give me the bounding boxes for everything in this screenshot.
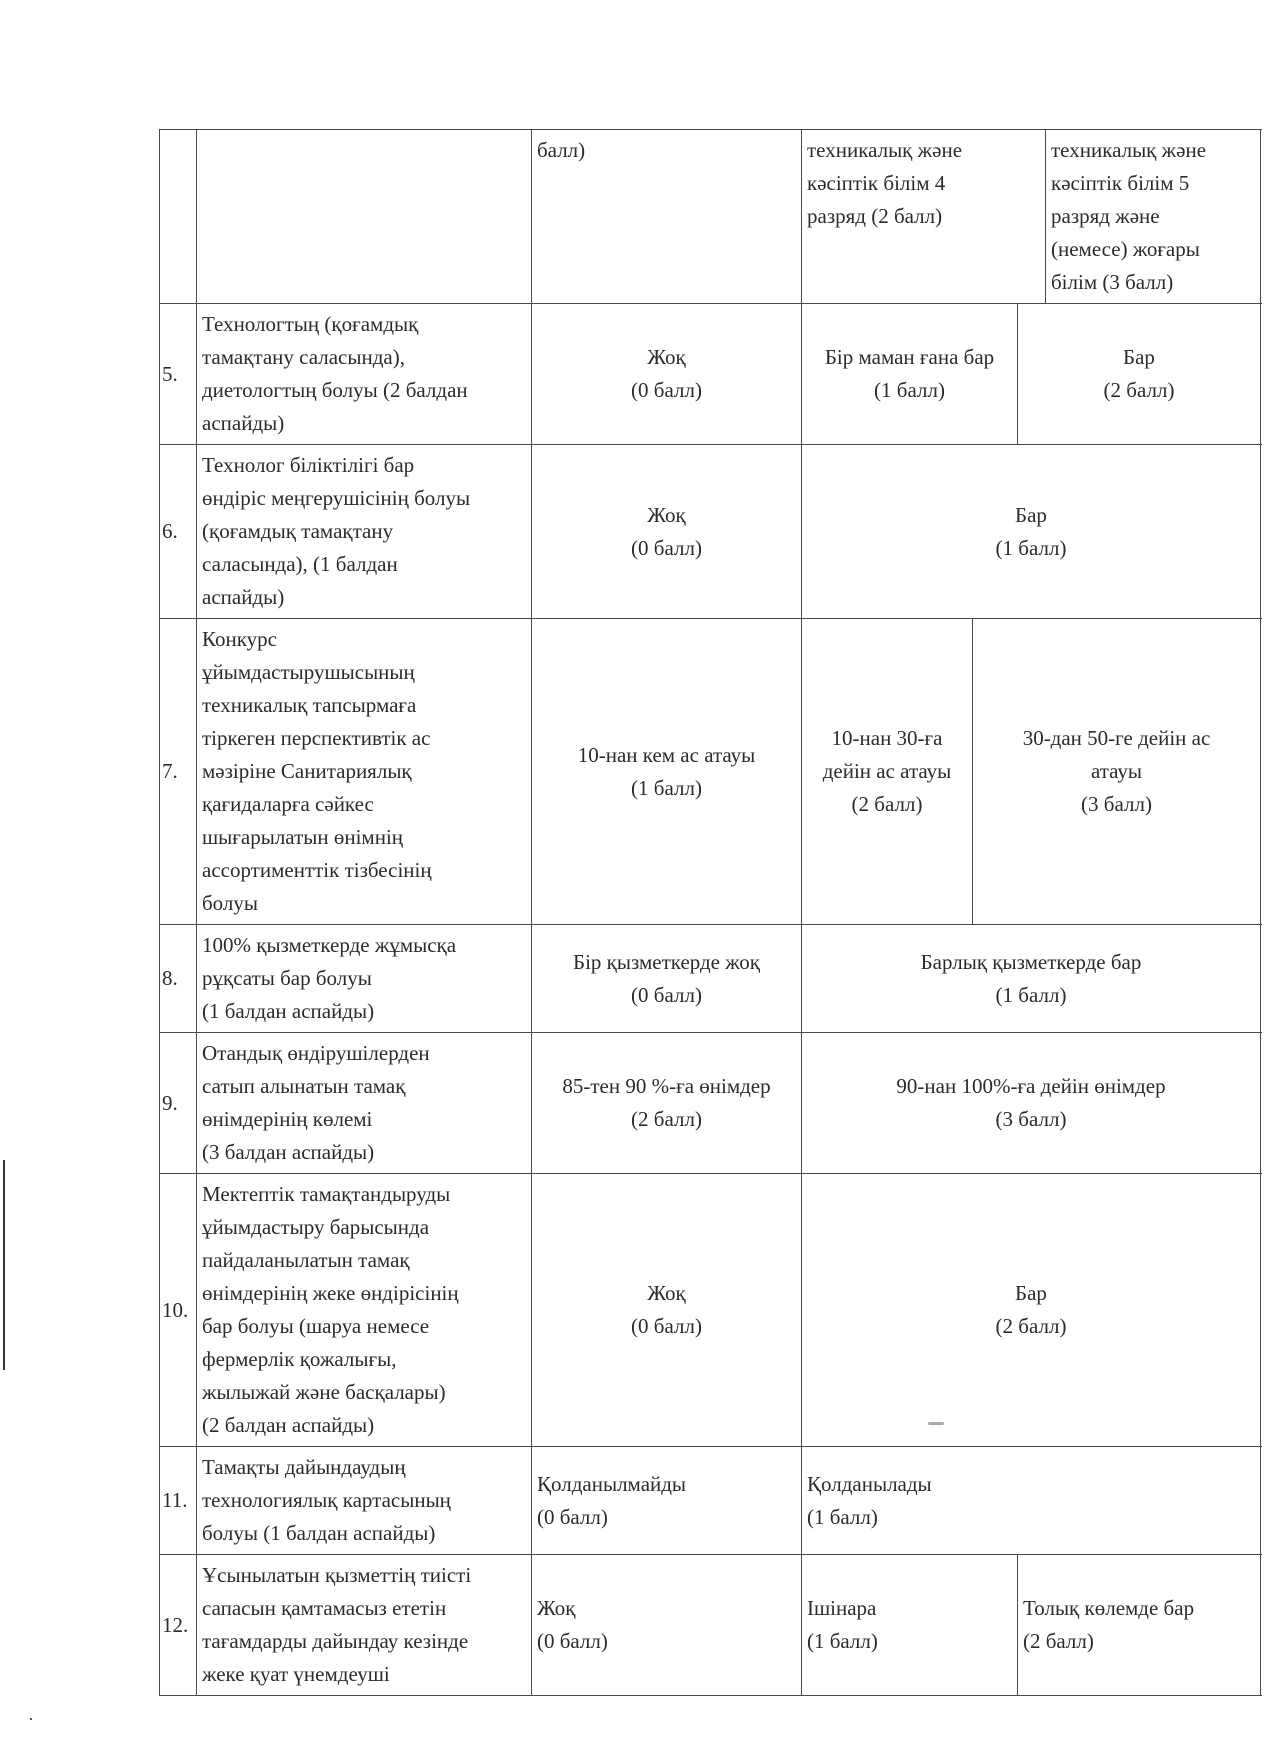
text-line: тағамдарды дайындау кезінде <box>202 1629 469 1653</box>
text-line: 10-нан кем ас атауы <box>577 742 756 767</box>
score-cell <box>532 925 802 1033</box>
row-number: 6. <box>160 445 197 619</box>
score-cell <box>532 445 802 619</box>
criterion-cell <box>197 619 532 925</box>
text-line: мәзіріне Санитариялық <box>202 759 412 783</box>
text-line: шығарылатын өнімнің <box>202 825 404 849</box>
text-line: 30-дан 50-ге дейін ас <box>1022 726 1211 750</box>
table-row <box>160 130 1261 304</box>
text-line: разряд (2 балл) <box>807 204 943 228</box>
text-line: балл) <box>537 138 586 162</box>
row-number: 9. <box>160 1033 197 1174</box>
text-line: өнімдерінің көлемі <box>202 1107 373 1131</box>
row-number: 10. <box>160 1174 197 1447</box>
text-line: техникалық және <box>807 138 963 162</box>
text-line: 85-тен 90 %-ға өнімдер <box>562 1074 771 1098</box>
table-row <box>160 445 1261 619</box>
text-line: тіркеген перспективтік ас <box>202 726 431 750</box>
text-line: технологиялық картасының <box>202 1488 451 1512</box>
criterion-cell <box>197 1447 532 1555</box>
score-cell <box>802 445 1261 619</box>
row-number <box>160 130 197 304</box>
criterion-cell <box>197 1033 532 1174</box>
text-line: пайдаланылатын тамақ <box>202 1248 410 1272</box>
text-line: Қолданылады <box>807 1471 932 1496</box>
score-cell <box>532 1555 802 1696</box>
row-number: 11. <box>160 1447 197 1555</box>
text-line: ұйымдастыру барысында <box>202 1215 430 1239</box>
score-cell <box>1018 304 1261 445</box>
text-line: диетологтың болуы (2 балдан <box>202 378 468 402</box>
score-cell <box>1046 130 1261 304</box>
text-line: Бар <box>1015 502 1047 527</box>
table-row <box>160 1555 1261 1696</box>
text-line: бар болуы (шаруа немесе <box>202 1314 430 1338</box>
text-line: (0 балл) <box>631 378 702 402</box>
text-line: өнімдерінің жеке өндірісінің <box>202 1281 459 1305</box>
text-line: Қолданылмайды <box>537 1471 687 1496</box>
criterion-cell <box>197 925 532 1033</box>
criterion-cell <box>197 445 532 619</box>
score-cell <box>532 1447 802 1555</box>
text-line: (0 балл) <box>537 1629 608 1653</box>
text-line: Бар <box>1015 1281 1047 1305</box>
text-line: Тамақты дайындаудың <box>202 1455 406 1479</box>
text-line: Бір қызметкерде жоқ <box>573 949 760 974</box>
text-line: Бар <box>1123 345 1155 369</box>
text-line: Технолог біліктілігі бар <box>202 453 415 477</box>
text-line: рұқсаты бар болуы <box>202 966 372 990</box>
text-line: (1 балл) <box>807 1629 878 1653</box>
score-cell <box>1018 1555 1261 1696</box>
table-row <box>160 619 1261 925</box>
text-line: разряд және <box>1051 204 1160 228</box>
text-line: Ішінара <box>807 1596 877 1620</box>
score-cell <box>973 619 1261 925</box>
score-cell <box>802 619 973 925</box>
text-line: сапасын қамтамасыз ететін <box>202 1596 447 1620</box>
text-line: (2 балл) <box>631 1107 702 1131</box>
score-cell <box>532 619 802 925</box>
text-line: (3 балл) <box>1081 792 1152 816</box>
text-line: ұйымдастырушысының <box>202 660 415 684</box>
text-line: (2 балл) <box>1103 378 1175 402</box>
text-line: 100% қызметкерде жұмысқа <box>202 933 457 957</box>
text-line: Жоқ <box>647 502 686 527</box>
text-line: білім (3 балл) <box>1051 270 1174 294</box>
scan-dot <box>30 1718 32 1720</box>
text-line: аспайды) <box>202 585 285 609</box>
text-line: (2 балдан аспайды) <box>202 1413 375 1437</box>
text-line: Ұсынылатын қызметтің тиісті <box>202 1563 472 1587</box>
text-line: атауы <box>1090 759 1143 783</box>
text-line: Технологтың (қоғамдық <box>202 312 419 336</box>
text-line: Жоқ <box>647 1281 686 1305</box>
text-line: техникалық және <box>1051 138 1207 162</box>
score-cell <box>802 1174 1261 1447</box>
text-line: (0 балл) <box>631 1314 702 1338</box>
row-number: 8. <box>160 925 197 1033</box>
text-line: (0 балл) <box>631 535 702 560</box>
text-line: өндіріс меңгерушісінің болуы <box>202 486 471 510</box>
text-line: Конкурс <box>202 627 277 651</box>
text-line: болуы <box>202 891 258 915</box>
text-line: ассортименттік тізбесінің <box>202 858 432 882</box>
text-line: жеке қуат үнемдеуші <box>202 1662 390 1686</box>
text-line: жылыжай және басқалары) <box>202 1380 446 1404</box>
text-line: (3 балл) <box>995 1107 1067 1131</box>
table-row <box>160 1033 1261 1174</box>
text-line: дейін ас атауы <box>822 759 952 783</box>
score-cell <box>532 1033 802 1174</box>
text-line: сатып алынатын тамақ <box>202 1074 406 1098</box>
score-cell <box>802 1447 1261 1555</box>
text-line: қағидаларға сәйкес <box>202 792 374 816</box>
scan-smudge <box>928 1422 944 1425</box>
text-line: (1 балл) <box>631 775 702 800</box>
text-line: (2 балл) <box>995 1314 1067 1338</box>
text-line: (1 балл) <box>874 378 945 402</box>
row-number: 7. <box>160 619 197 925</box>
score-cell <box>802 1033 1261 1174</box>
text-line: (немесе) жоғары <box>1051 237 1200 261</box>
score-cell <box>802 130 1046 304</box>
scan-edge-mark <box>3 1160 5 1370</box>
score-cell <box>532 1174 802 1447</box>
table-row <box>160 1447 1261 1555</box>
text-line: 90-нан 100%-ға дейін өнімдер <box>896 1074 1166 1098</box>
table-row <box>160 1174 1261 1447</box>
criterion-cell <box>197 130 532 304</box>
criterion-cell <box>197 1174 532 1447</box>
text-line: 10-нан 30-ға <box>831 726 943 750</box>
score-cell <box>532 304 802 445</box>
text-line: Бір маман ғана бар <box>824 345 995 369</box>
score-cell <box>802 925 1261 1033</box>
text-line: Мектептік тамақтандыруды <box>202 1182 451 1206</box>
text-line: (қоғамдық тамақтану <box>202 519 394 543</box>
text-line: (1 балдан аспайды) <box>202 999 375 1023</box>
row-number: 12. <box>160 1555 197 1696</box>
text-line: Жоқ <box>537 1596 576 1620</box>
text-line: (1 балл) <box>995 982 1067 1007</box>
text-line: фермерлік қожалығы, <box>202 1347 397 1371</box>
table-row <box>160 304 1261 445</box>
text-line: болуы (1 балдан аспайды) <box>202 1521 436 1545</box>
text-line: (2 балл) <box>1023 1629 1094 1653</box>
text-line: тамақтану саласында), <box>202 345 405 369</box>
text-line: аспайды) <box>202 411 285 435</box>
text-line: Барлық қызметкерде бар <box>920 949 1142 974</box>
text-line: техникалық тапсырмаға <box>202 693 417 717</box>
score-cell <box>802 1555 1018 1696</box>
criterion-cell <box>197 304 532 445</box>
criterion-cell <box>197 1555 532 1696</box>
text-line: (0 балл) <box>537 1504 608 1529</box>
evaluation-criteria-table <box>159 129 1261 1696</box>
score-cell <box>802 304 1018 445</box>
row-number: 5. <box>160 304 197 445</box>
text-line: саласында), (1 балдан <box>202 552 398 576</box>
text-line: кәсіптік білім 5 <box>1051 171 1190 195</box>
text-line: Отандық өндірушілерден <box>202 1041 430 1065</box>
text-line: (3 балдан аспайды) <box>202 1140 375 1164</box>
text-line: (2 балл) <box>851 792 923 816</box>
text-line: кәсіптік білім 4 <box>807 171 946 195</box>
text-line: Жоқ <box>647 345 686 369</box>
text-line: (1 балл) <box>995 535 1067 560</box>
text-line: (1 балл) <box>807 1504 878 1529</box>
text-line: Толық көлемде бар <box>1023 1596 1195 1620</box>
text-line: (0 балл) <box>631 982 702 1007</box>
score-cell <box>532 130 802 304</box>
table-row <box>160 925 1261 1033</box>
